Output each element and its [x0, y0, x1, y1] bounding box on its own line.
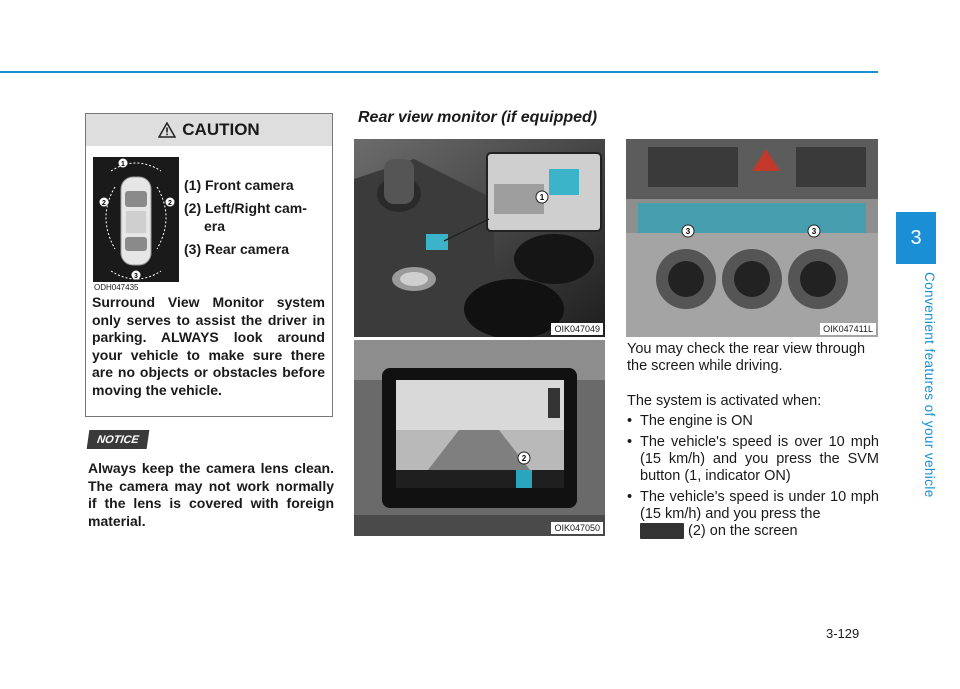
activated-text: The system is activated when:: [627, 393, 822, 409]
dash-marker-3-left: 3: [685, 227, 691, 236]
fig-label-2-right: 2: [168, 200, 172, 207]
chapter-number-tab: [896, 212, 936, 264]
notice-badge: [87, 430, 150, 449]
caution-text: Surround View Monitor system only serves to assist the driver in parking. ALWAYS look around your vehicle to make sure there are no objects or obstacles before moving the vehicle.: [92, 294, 325, 398]
dashboard-photo-code: OIK047411L: [820, 323, 876, 335]
car-camera-figure: [93, 157, 179, 282]
caution-figure-code: ODH047435: [94, 283, 139, 292]
list-item: • The vehicle's speed is over 10 mph (15 km/h) and you press the SVM button (1, indicator ON): [627, 434, 879, 485]
warning-triangle-icon: [158, 122, 176, 138]
screen-marker-2: 2: [521, 454, 527, 463]
list-item: [627, 489, 879, 540]
svm-screen-icon: [640, 523, 684, 539]
dashboard-photo: [626, 139, 878, 337]
page-number: 3-129: [826, 626, 860, 641]
list-item-text: The vehicle's speed is under 10 mph (15 km/h) and you press the: [640, 489, 879, 522]
intro-text: You may check the rear view through the screen while driving.: [627, 341, 866, 374]
notice-text: Always keep the camera lens clean. The camera may not work normally if the lens is covered with foreign material.: [88, 460, 334, 529]
section-title: Rear view monitor (if equipped): [358, 109, 598, 126]
console-photo-code: OIK047049: [551, 323, 603, 335]
camera-item-side: (2) Left/Right cam-: [184, 200, 307, 216]
camera-list: [184, 176, 330, 263]
chapter-title: Convenient features of your vehicle: [922, 272, 937, 498]
camera-item-side-cont: era: [204, 218, 226, 234]
top-rule: [0, 71, 878, 73]
list-item: • The engine is ON: [627, 413, 879, 430]
fig-label-2-left: 2: [102, 200, 106, 207]
notice-label: NOTICE: [96, 433, 140, 446]
list-item-text-cont: (2) on the screen: [688, 523, 798, 539]
screen-photo: [354, 340, 605, 536]
console-marker-1: 1: [539, 193, 545, 202]
dash-marker-3-right: 3: [811, 227, 817, 236]
fig-label-1: 1: [121, 161, 125, 168]
screen-photo-code: OIK047050: [551, 522, 603, 534]
camera-item-front: (1) Front camera: [184, 177, 294, 193]
chapter-number: 3: [910, 226, 922, 249]
caution-box: [85, 113, 333, 417]
fig-label-3: 3: [134, 273, 138, 280]
caution-header: [86, 114, 332, 146]
camera-item-rear: (3) Rear camera: [184, 241, 290, 257]
console-photo: [354, 139, 605, 337]
caution-label: CAUTION: [182, 120, 260, 139]
activation-list: [627, 413, 879, 544]
